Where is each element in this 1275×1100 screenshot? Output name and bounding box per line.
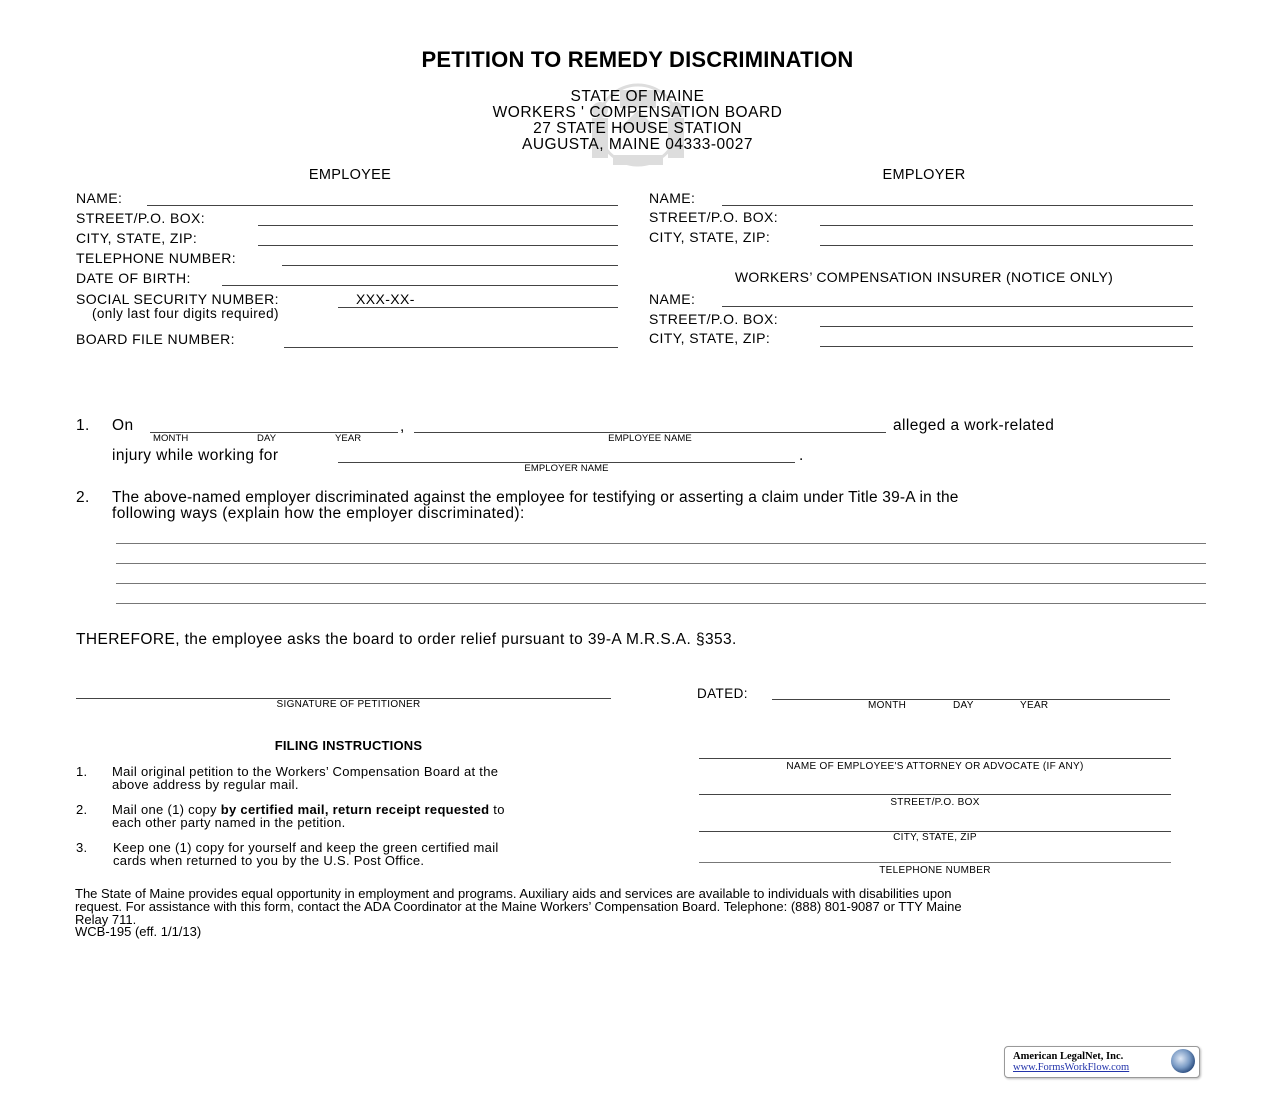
- filing-item-2-pre: Mail one (1) copy: [112, 802, 221, 817]
- injury-day-sub: DAY: [257, 433, 277, 444]
- employer-heading: EMPLOYER: [882, 167, 966, 183]
- filing-instructions-heading: FILING INSTRUCTIONS: [274, 738, 423, 753]
- item-1-alleged: alleged a work-related: [893, 417, 1055, 434]
- employer-name-sub: EMPLOYER NAME: [524, 463, 609, 474]
- employee-name-sub: EMPLOYEE NAME: [608, 433, 692, 444]
- insurer-city-label: CITY, STATE, ZIP:: [649, 330, 771, 346]
- item-1-comma: ,: [400, 418, 405, 435]
- insurer-name-label: NAME:: [649, 291, 696, 307]
- employee-name-label: NAME:: [76, 190, 123, 206]
- american-legalnet-badge[interactable]: [1004, 1046, 1200, 1078]
- employee-phone-label: TELEPHONE NUMBER:: [76, 250, 237, 266]
- employee-ssn-input[interactable]: [338, 307, 618, 308]
- filing-item-2-line2: each other party named in the petition.: [112, 815, 346, 830]
- explanation-line-1[interactable]: [116, 543, 1206, 544]
- badge-url-link[interactable]: www.FormsWorkFlow.com: [1013, 1062, 1130, 1073]
- item-1-injury-text: injury while working for: [112, 447, 279, 464]
- attorney-name-label: NAME OF EMPLOYEE'S ATTORNEY OR ADVOCATE (IF ANY): [786, 761, 1084, 772]
- employee-heading: EMPLOYEE: [308, 167, 392, 183]
- attorney-street-label: STREET/P.O. BOX: [890, 797, 980, 808]
- dated-month-sub: MONTH: [868, 700, 907, 711]
- filing-item-3-line2: cards when returned to you by the U.S. Post Office.: [113, 853, 425, 868]
- globe-logo-icon: [1171, 1049, 1195, 1073]
- employer-name-input[interactable]: [722, 205, 1193, 206]
- filing-item-2-bold: by certified mail, return receipt requested: [220, 802, 490, 817]
- injury-year-sub: YEAR: [335, 433, 362, 444]
- employee-street-label: STREET/P.O. BOX:: [76, 210, 206, 226]
- footer-line-1: The State of Maine provides equal opportunity in employment and programs. Auxiliary aids and services are available to individuals with disabilities upon: [75, 886, 952, 901]
- item-1-on: On: [112, 417, 134, 434]
- item-2-number: 2.: [76, 489, 90, 506]
- filing-item-3-number: 3.: [76, 840, 88, 855]
- attorney-name-input[interactable]: [699, 758, 1171, 759]
- form-id: WCB-195 (eff. 1/1/13): [75, 924, 202, 939]
- attorney-phone-input[interactable]: [699, 862, 1171, 863]
- employee-name-input[interactable]: [147, 205, 618, 206]
- insurer-street-label: STREET/P.O. BOX:: [649, 311, 779, 327]
- dated-day-sub: DAY: [953, 700, 974, 711]
- filing-item-2-number: 2.: [76, 802, 88, 817]
- employee-dob-label: DATE OF BIRTH:: [76, 270, 191, 286]
- agency-city: AUGUSTA, MAINE 04333-0027: [521, 136, 754, 153]
- employer-street-label: STREET/P.O. BOX:: [649, 209, 779, 225]
- insurer-heading: WORKERS’ COMPENSATION INSURER (NOTICE ONLY): [734, 269, 1114, 285]
- badge-company: American LegalNet, Inc.: [1013, 1051, 1124, 1062]
- employee-ssn-note: (only last four digits required): [92, 306, 279, 321]
- dated-label: DATED:: [697, 686, 748, 701]
- employer-street-input[interactable]: [820, 225, 1193, 226]
- explanation-line-2[interactable]: [116, 563, 1206, 564]
- insurer-street-input[interactable]: [820, 326, 1193, 327]
- employer-city-input[interactable]: [820, 245, 1193, 246]
- filing-item-1-number: 1.: [76, 764, 88, 779]
- employee-ssn-label: SOCIAL SECURITY NUMBER:: [76, 291, 279, 307]
- employee-board-file-label: BOARD FILE NUMBER:: [76, 331, 235, 347]
- attorney-street-input[interactable]: [699, 794, 1171, 795]
- attorney-city-label: CITY, STATE, ZIP: [893, 832, 977, 843]
- item-2-line2: following ways (explain how the employer discriminated):: [112, 505, 525, 522]
- footer-line-2: request. For assistance with this form, contact the ADA Coordinator at the Maine Workers’ Compensation Board. Telephone: (888) 801-9087 or TTY Maine: [75, 899, 962, 914]
- insurer-city-input[interactable]: [820, 346, 1193, 347]
- dated-year-sub: YEAR: [1020, 700, 1049, 711]
- employee-board-file-input[interactable]: [284, 347, 618, 348]
- filing-item-3-line1: Keep one (1) copy for yourself and keep the green certified mail: [113, 840, 499, 855]
- form-title: PETITION TO REMEDY DISCRIMINATION: [421, 47, 854, 72]
- employee-dob-input[interactable]: [222, 285, 618, 286]
- employer-name-label: NAME:: [649, 190, 696, 206]
- filing-item-2-post: to: [489, 802, 505, 817]
- employee-city-label: CITY, STATE, ZIP:: [76, 230, 198, 246]
- filing-item-1-line2: above address by regular mail.: [112, 777, 299, 792]
- item-2-line1: The above-named employer discriminated against the employee for testifying or asserting a claim under Title 39-A in the: [112, 489, 959, 506]
- employee-phone-input[interactable]: [282, 265, 618, 266]
- attorney-phone-label: TELEPHONE NUMBER: [879, 865, 991, 876]
- employee-street-input[interactable]: [258, 225, 618, 226]
- agency-board: WORKERS ' COMPENSATION BOARD: [492, 104, 783, 121]
- item-1-period: .: [799, 447, 804, 464]
- agency-street: 27 STATE HOUSE STATION: [533, 120, 742, 137]
- explanation-line-4[interactable]: [116, 603, 1206, 604]
- footer-line-3: Relay 711.: [75, 912, 137, 927]
- therefore-statement: THEREFORE, the employee asks the board to order relief pursuant to 39-A M.R.S.A. §353.: [76, 631, 737, 648]
- explanation-line-3[interactable]: [116, 583, 1206, 584]
- employee-ssn-prefix: XXX-XX-: [356, 291, 415, 307]
- item-1-number: 1.: [76, 417, 90, 434]
- employee-city-input[interactable]: [258, 245, 618, 246]
- employer-city-label: CITY, STATE, ZIP:: [649, 229, 771, 245]
- signature-label: SIGNATURE OF PETITIONER: [276, 699, 421, 710]
- filing-item-1-line1: Mail original petition to the Workers’ Compensation Board at the: [112, 764, 499, 779]
- insurer-name-input[interactable]: [722, 306, 1193, 307]
- agency-state: STATE OF MAINE: [570, 88, 705, 105]
- injury-month-sub: MONTH: [153, 433, 189, 444]
